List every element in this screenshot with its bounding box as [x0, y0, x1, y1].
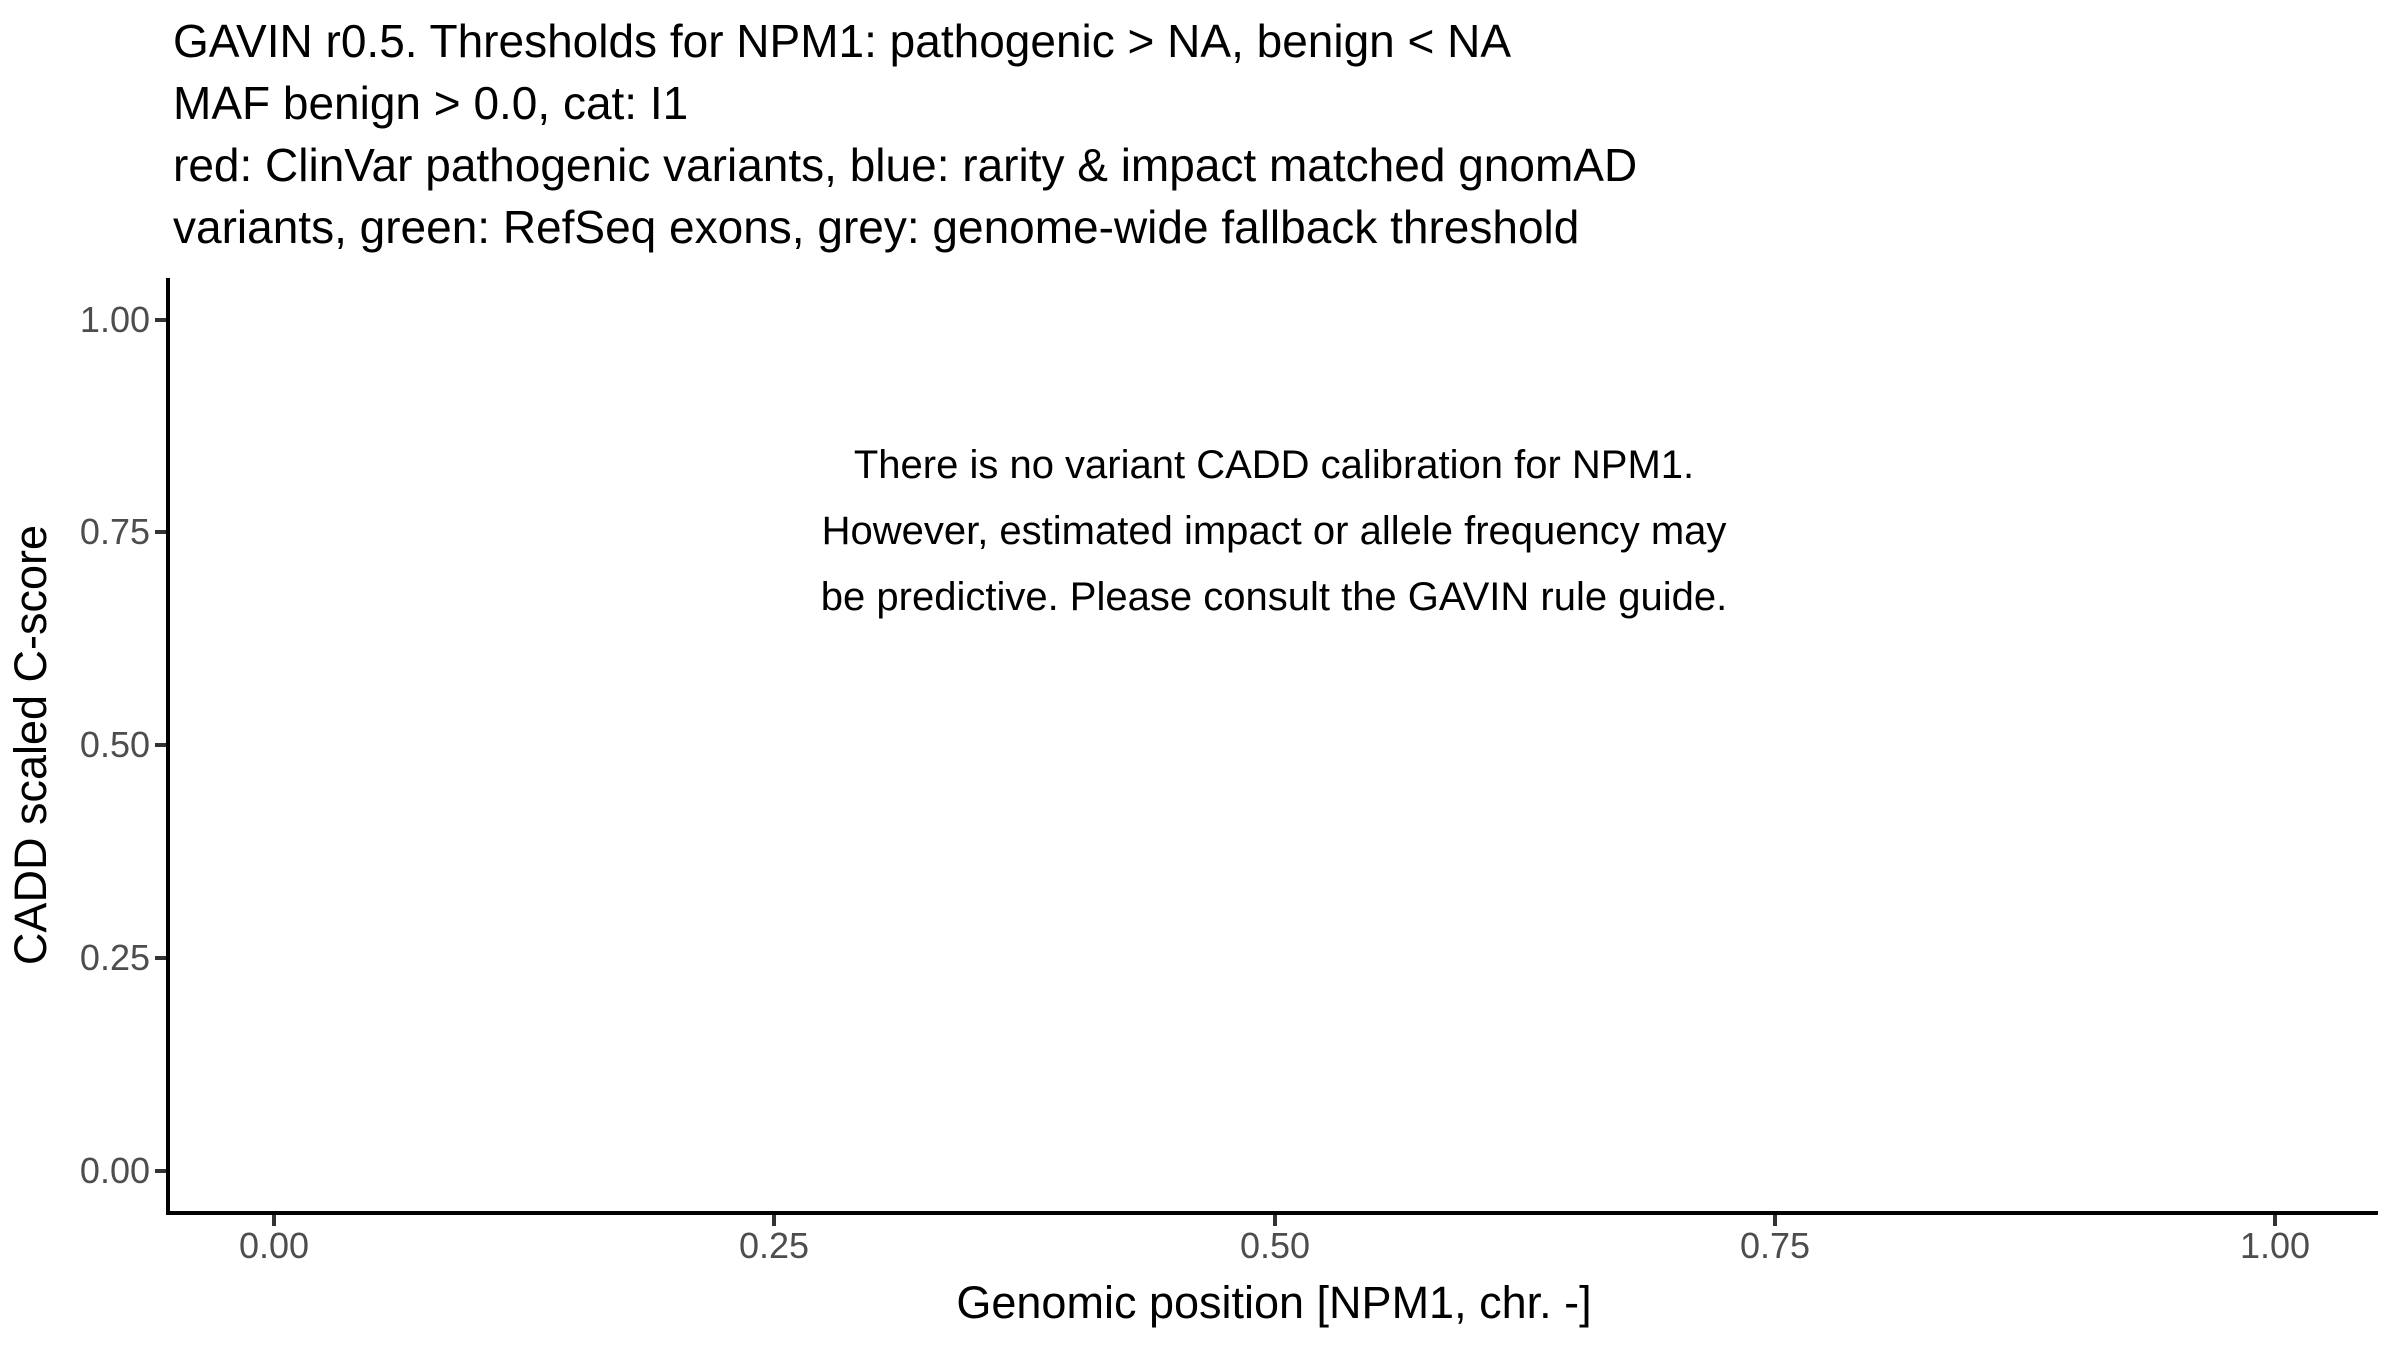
x-axis-title: Genomic position [NPM1, chr. -]	[956, 1277, 1592, 1328]
x-tick-label-0.00: 0.00	[238, 1225, 310, 1266]
y-tick-mark-1.00	[155, 318, 166, 322]
y-tick-mark-0.00	[155, 1169, 166, 1173]
annotation-line-2: However, estimated impact or allele frequency may	[821, 509, 1727, 553]
plot-title	[173, 10, 1637, 258]
x-tick-label-0.75: 0.75	[1739, 1225, 1811, 1266]
plot-title-line-3: red: ClinVar pathogenic variants, blue: rarity & impact matched gnomAD	[173, 139, 1638, 191]
y-tick-mark-0.25	[155, 956, 166, 960]
plot-annotation	[170, 432, 2378, 630]
annotation-line-3: be predictive. Please consult the GAVIN rule guide.	[820, 575, 1728, 619]
y-tick-label-1.00: 1.00	[79, 299, 150, 340]
x-tick-label-0.25: 0.25	[738, 1225, 810, 1266]
x-tick-label-0.50: 0.50	[1239, 1225, 1311, 1266]
x-tick-label-1.00: 1.00	[2239, 1225, 2311, 1266]
plot-title-line-1: GAVIN r0.5. Thresholds for NPM1: pathogenic > NA, benign < NA	[173, 15, 1512, 67]
plot-title-line-2: MAF benign > 0.0, cat: I1	[173, 77, 689, 129]
y-tick-label-0.75: 0.75	[79, 511, 150, 552]
plot-title-line-4: variants, green: RefSeq exons, grey: genome-wide fallback threshold	[173, 201, 1580, 253]
y-tick-mark-0.50	[155, 743, 166, 747]
y-axis-line	[166, 278, 170, 1215]
x-axis-line	[166, 1211, 2378, 1215]
annotation-line-1: There is no variant CADD calibration for NPM1.	[853, 443, 1695, 487]
y-tick-label-0.50: 0.50	[79, 724, 150, 765]
y-tick-label-0.25: 0.25	[79, 937, 150, 978]
y-tick-mark-0.75	[155, 530, 166, 534]
y-axis-title: CADD scaled C-score	[5, 524, 56, 966]
y-tick-label-0.00: 0.00	[79, 1150, 150, 1191]
plot-panel	[170, 278, 2378, 1211]
